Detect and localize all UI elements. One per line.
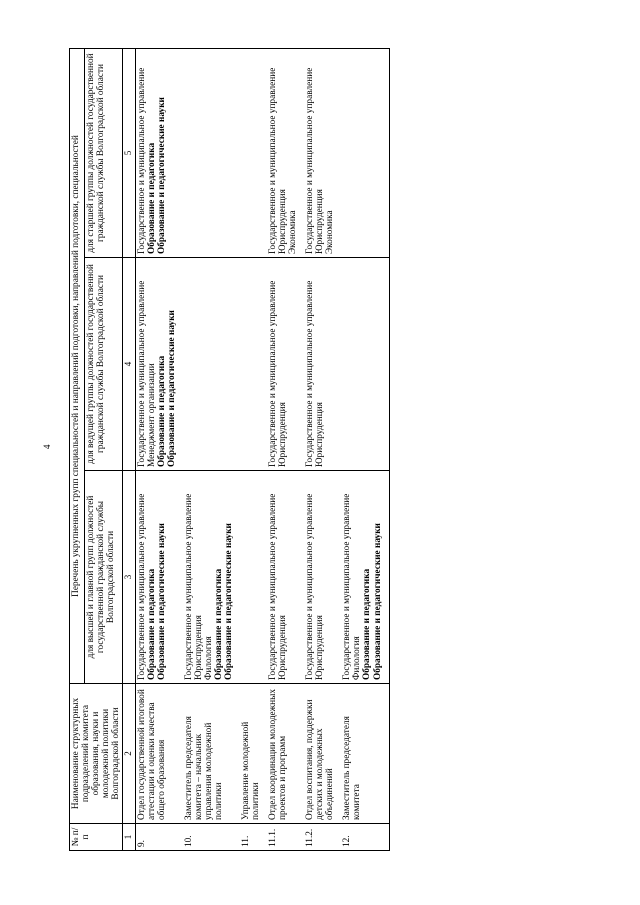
header-number: № п/п — [70, 824, 123, 851]
specialty-item: Юриспруденция — [278, 189, 289, 254]
header-highest-group: для высшей и главной групп должностей государственной гражданской службы Волгоградской области — [85, 471, 123, 684]
header-specialties-list: Перечень укрупненных групп специальностей и направлений подготовки, направлений подготовки, специальностей — [70, 48, 85, 683]
specialties-cell — [341, 471, 389, 684]
specialties-cell — [304, 48, 341, 257]
specialties-table — [69, 48, 390, 851]
specialty-item: Филология — [352, 636, 363, 680]
specialty-item: Государственное и муниципальное управление — [184, 493, 194, 680]
department-name: Заместитель председателя комитета – начальник управления молодежной политики — [183, 684, 240, 824]
specialty-item: Юриспруденция — [315, 189, 326, 254]
table-row — [341, 48, 389, 850]
specialties-cell — [240, 258, 267, 471]
specialty-item: Образование и педагогические науки — [156, 97, 167, 254]
specialty-item: Государственное и муниципальное управление — [136, 67, 147, 254]
page-number: 4 — [42, 444, 52, 449]
specialties-cell — [240, 471, 267, 684]
specialties-cell — [240, 48, 267, 257]
specialties-cell — [341, 48, 389, 257]
column-number: 2 — [123, 684, 136, 824]
specialty-item: Образование и педагогические науки — [372, 523, 383, 680]
specialty-item: Государственное и муниципальное управление — [305, 67, 316, 254]
specialty-item: Государственное и муниципальное управление — [268, 280, 279, 467]
specialty-item: Филология — [204, 636, 215, 680]
specialties-cell — [341, 258, 389, 471]
specialties-cell — [267, 471, 304, 684]
department-name: Отдел государственной итоговой аттестации и оценки качества общего образования — [135, 684, 183, 824]
table-row — [304, 48, 341, 850]
specialty-item: Менеджмент организации — [146, 363, 157, 467]
department-name: Управление молодежной политики — [240, 684, 267, 824]
column-number: 4 — [123, 258, 136, 471]
specialty-item: Государственное и муниципальное управление — [342, 493, 353, 680]
column-number: 1 — [123, 824, 136, 851]
specialty-item: Образование и педагогика — [156, 355, 167, 467]
table-row — [183, 48, 240, 850]
department-name: Отдел координации молодежных проектов и программ — [267, 684, 304, 824]
specialty-item: Государственное и муниципальное управление — [268, 67, 279, 254]
row-number: 12. — [341, 824, 389, 851]
row-number: 10. — [183, 824, 240, 851]
specialty-item: Образование и педагогика — [214, 568, 225, 680]
specialty-item: Образование и педагогика — [362, 568, 373, 680]
column-number: 5 — [123, 48, 136, 257]
specialty-item: Юриспруденция — [194, 615, 205, 680]
specialty-item: Юриспруденция — [315, 402, 326, 467]
specialties-cell — [304, 471, 341, 684]
specialty-item: Государственное и муниципальное управление — [268, 493, 279, 680]
specialties-cell — [183, 48, 240, 257]
table-row — [267, 48, 304, 850]
row-number: 9. — [135, 824, 183, 851]
specialty-item: Юриспруденция — [278, 402, 289, 467]
table-row — [240, 48, 267, 850]
specialty-item: Юриспруденция — [315, 615, 326, 680]
specialty-item: Государственное и муниципальное управление — [305, 493, 316, 680]
rotated-page — [69, 49, 624, 851]
table-row — [135, 48, 183, 850]
column-number-row — [123, 48, 136, 850]
specialties-cell — [183, 471, 240, 684]
row-number: 11.2. — [304, 824, 341, 851]
specialties-cell — [267, 48, 304, 257]
department-name: Отдел воспитания, поддержки детских и молодежных объединений — [304, 684, 341, 824]
specialty-item: Экономика — [325, 210, 336, 254]
specialty-item: Образование и педагогика — [146, 568, 157, 680]
specialty-item: Экономика — [288, 210, 299, 254]
specialties-cell — [135, 48, 183, 257]
specialties-cell — [267, 258, 304, 471]
specialty-item: Образование и педагогические науки — [166, 310, 177, 467]
specialties-cell — [135, 471, 183, 684]
row-number: 11. — [240, 824, 267, 851]
specialty-item: Государственное и муниципальное управление — [136, 280, 147, 467]
specialties-cell — [183, 258, 240, 471]
specialty-item: Государственное и муниципальное управление — [305, 280, 316, 467]
specialty-item: Образование и педагогика — [146, 142, 157, 254]
department-name: Заместитель председателя комитета — [341, 684, 389, 824]
row-number: 11.1. — [267, 824, 304, 851]
header-senior-group: для старшей группы должностей государственной гражданской службы Волгоградской области — [85, 48, 123, 257]
header-department-name: Наименование структурных подразделений комитета образования, науки и молодежной политики Волгоградской области — [70, 684, 123, 824]
specialty-item: Государственное и муниципальное управление — [136, 493, 147, 680]
specialty-item: Юриспруденция — [278, 615, 289, 680]
specialties-cell — [135, 258, 183, 471]
column-number: 3 — [123, 471, 136, 684]
header-leading-group: для ведущей группы должностей государственной гражданской службы Волгоградской области — [85, 258, 123, 471]
specialty-item: Образование и педагогические науки — [224, 523, 235, 680]
specialties-cell — [304, 258, 341, 471]
specialty-item: Образование и педагогические науки — [156, 523, 167, 680]
